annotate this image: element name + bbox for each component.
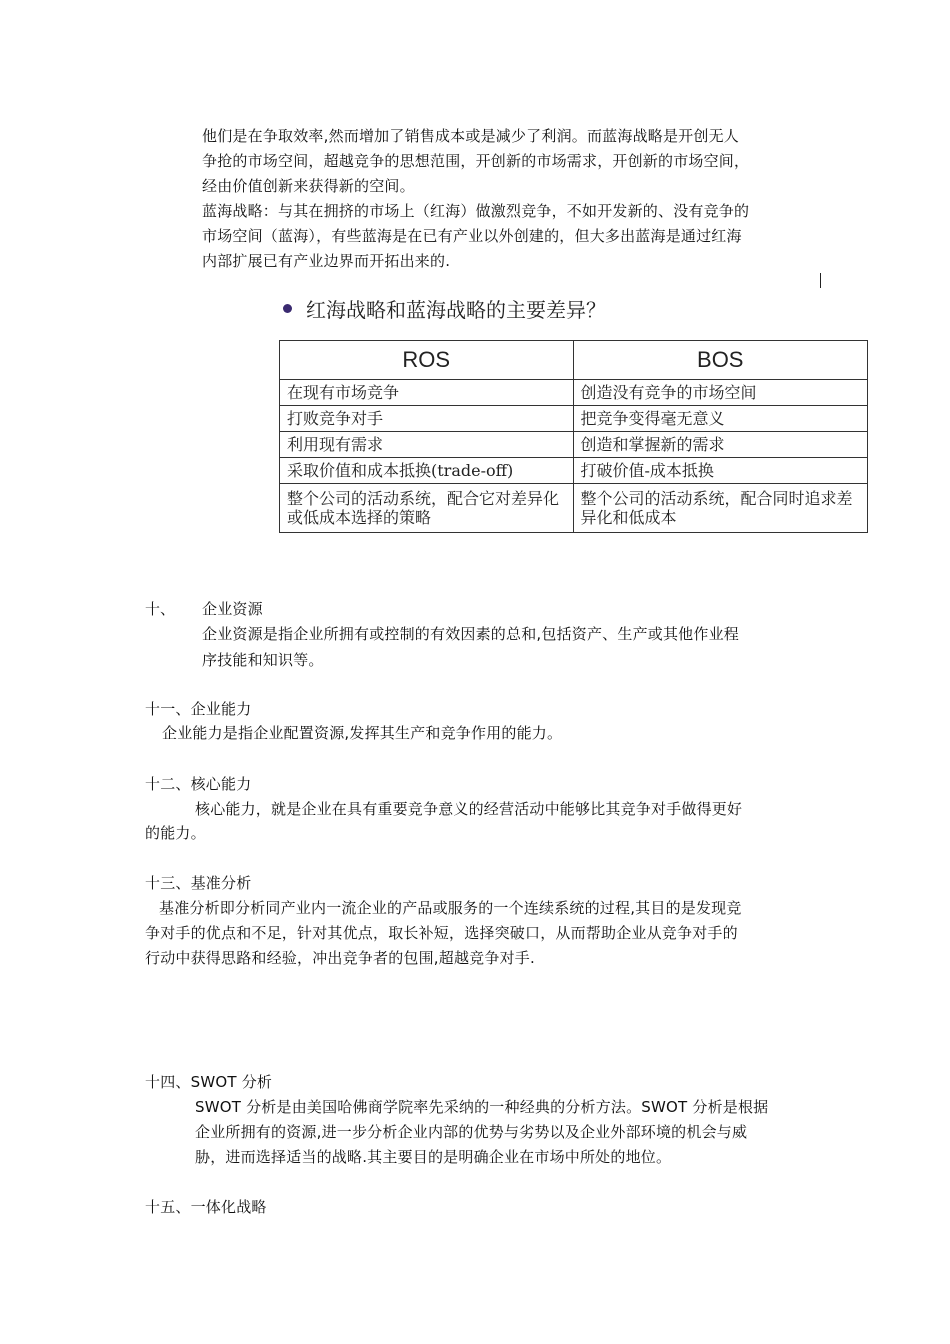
table-cell: 把竞争变得毫无意义 — [573, 406, 868, 432]
section-heading: 十一、企业能力 — [145, 700, 252, 718]
section-line: 行动中获得思路和经验，冲出竞争者的包围,超越竞争对手. — [145, 949, 535, 967]
table-cell: 整个公司的活动系统，配合同时追求差异化和低成本 — [573, 484, 868, 533]
table-header-row — [280, 341, 868, 380]
section-heading: 十四、SWOT 分析 — [145, 1073, 273, 1091]
table-row — [280, 406, 868, 432]
intro-line: 经由价值创新来获得新的空间。 — [202, 177, 415, 195]
section-line: 的能力。 — [145, 824, 206, 842]
text-cursor — [820, 273, 821, 288]
table-row — [280, 380, 868, 406]
section-line: SWOT 分析是由美国哈佛商学院率先采纳的一种经典的分析方法。SWOT 分析是根据 — [195, 1098, 769, 1116]
section-line: 企业资源是指企业所拥有或控制的有效因素的总和,包括资产、生产或其他作业程 — [202, 625, 739, 643]
figure-bullet-title — [283, 292, 606, 324]
table-row — [280, 484, 868, 533]
table-cell: 打败竞争对手 — [280, 406, 574, 432]
header-ros: ROS — [280, 341, 574, 380]
section-line: 基准分析即分析同产业内一流企业的产品或服务的一个连续系统的过程,其目的是发现竞 — [159, 899, 742, 917]
intro-line: 市场空间（蓝海），有些蓝海是在已有产业以外创建的，但大多出蓝海是通过红海 — [202, 227, 742, 245]
section-line: 核心能力，就是企业在具有重要竞争意义的经营活动中能够比其竞争对手做得更好 — [195, 800, 743, 818]
intro-line: 内部扩展已有产业边界而开拓出来的. — [202, 252, 451, 270]
section-heading: 十三、基准分析 — [145, 874, 252, 892]
table-cell: 整个公司的活动系统，配合它对差异化或低成本选择的策略 — [280, 484, 574, 533]
table-cell: 打破价值-成本抵换 — [573, 458, 868, 484]
intro-line: 蓝海战略：与其在拥挤的市场上（红海）做激烈竞争，不如开发新的、没有竞争的 — [202, 202, 750, 220]
comparison-table — [279, 340, 868, 533]
table-cell: 利用现有需求 — [280, 432, 574, 458]
table-row — [280, 432, 868, 458]
intro-line: 争抢的市场空间，超越竞争的思想范围，开创新的市场需求，开创新的市场空间， — [202, 152, 750, 170]
figure-title: 红海战略和蓝海战略的主要差异？ — [306, 297, 606, 322]
intro-line: 他们是在争取效率,然而增加了销售成本或是减少了利润。而蓝海战略是开创无人 — [202, 127, 739, 145]
section-line: 企业能力是指企业配置资源,发挥其生产和竞争作用的能力。 — [162, 724, 563, 742]
table-cell: 采取价值和成本抵换(trade-off) — [280, 458, 574, 484]
table-cell: 创造和掌握新的需求 — [573, 432, 868, 458]
section-heading: 十二、核心能力 — [145, 775, 252, 793]
section-heading: 十五、一体化战略 — [145, 1198, 267, 1216]
section-number: 十、 — [145, 600, 176, 618]
section-line: 序技能和知识等。 — [202, 651, 324, 669]
section-line: 争对手的优点和不足，针对其优点，取长补短，选择突破口，从而帮助企业从竞争对手的 — [145, 924, 738, 942]
bullet-dot-icon — [283, 304, 292, 313]
section-line: 胁，进而选择适当的战略.其主要目的是明确企业在市场中所处的地位。 — [195, 1148, 672, 1166]
table-cell: 创造没有竞争的市场空间 — [573, 380, 868, 406]
section-title: 企业资源 — [202, 600, 263, 618]
table-cell: 在现有市场竞争 — [280, 380, 574, 406]
header-bos: BOS — [573, 341, 868, 380]
section-line: 企业所拥有的资源,进一步分析企业内部的优势与劣势以及企业外部环境的机会与威 — [195, 1123, 748, 1141]
table-row — [280, 458, 868, 484]
